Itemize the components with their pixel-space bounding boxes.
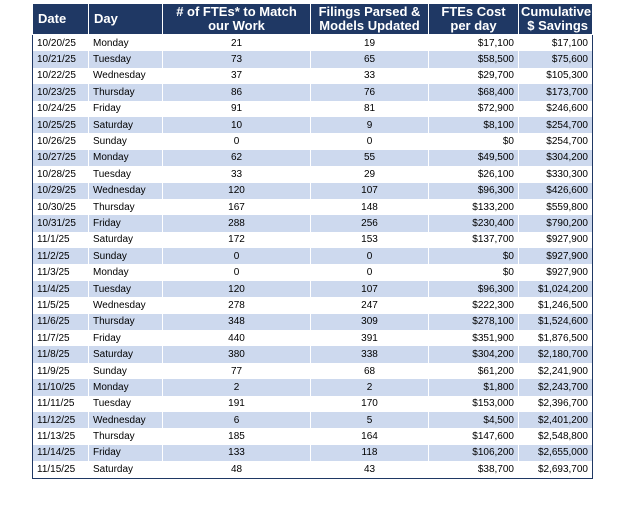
- ftes-cell: 48: [163, 461, 311, 478]
- ftes-cell: 0: [163, 133, 311, 149]
- cost-cell: $0: [429, 248, 519, 264]
- cumulative-cell: $927,900: [519, 248, 593, 264]
- cost-cell: $230,400: [429, 215, 519, 231]
- date-cell: 10/28/25: [33, 166, 89, 182]
- header-cost: FTEs Cost per day: [429, 4, 519, 35]
- cost-cell: $72,900: [429, 101, 519, 117]
- filings-cell: 9: [311, 117, 429, 133]
- date-cell: 11/13/25: [33, 428, 89, 444]
- date-cell: 10/23/25: [33, 84, 89, 100]
- table-row: [33, 84, 593, 100]
- filings-cell: 148: [311, 199, 429, 215]
- table-row: [33, 101, 593, 117]
- day-cell: Wednesday: [89, 68, 163, 84]
- date-cell: 10/20/25: [33, 35, 89, 52]
- filings-cell: 247: [311, 297, 429, 313]
- day-cell: Friday: [89, 101, 163, 117]
- cumulative-cell: $927,900: [519, 232, 593, 248]
- header-date: Date: [33, 4, 89, 35]
- ftes-cell: 10: [163, 117, 311, 133]
- ftes-cell: 185: [163, 428, 311, 444]
- filings-cell: 0: [311, 133, 429, 149]
- cumulative-cell: $2,243,700: [519, 379, 593, 395]
- date-cell: 11/9/25: [33, 363, 89, 379]
- ftes-cell: 0: [163, 264, 311, 280]
- cost-cell: $38,700: [429, 461, 519, 478]
- date-cell: 10/30/25: [33, 199, 89, 215]
- table-body: [33, 35, 593, 479]
- ftes-cell: 37: [163, 68, 311, 84]
- day-cell: Sunday: [89, 363, 163, 379]
- filings-cell: 338: [311, 346, 429, 362]
- cumulative-cell: $75,600: [519, 51, 593, 67]
- ftes-cell: 21: [163, 35, 311, 52]
- cost-cell: $17,100: [429, 35, 519, 52]
- table-row: [33, 445, 593, 461]
- date-cell: 10/26/25: [33, 133, 89, 149]
- filings-cell: 19: [311, 35, 429, 52]
- cost-cell: $304,200: [429, 346, 519, 362]
- date-cell: 11/7/25: [33, 330, 89, 346]
- day-cell: Saturday: [89, 346, 163, 362]
- cost-cell: $61,200: [429, 363, 519, 379]
- table-row: [33, 461, 593, 478]
- ftes-cell: 77: [163, 363, 311, 379]
- date-cell: 11/3/25: [33, 264, 89, 280]
- table-row: [33, 297, 593, 313]
- cumulative-cell: $2,401,200: [519, 412, 593, 428]
- table-row: [33, 281, 593, 297]
- date-cell: 10/31/25: [33, 215, 89, 231]
- table-row: [33, 330, 593, 346]
- cumulative-cell: $2,548,800: [519, 428, 593, 444]
- ftes-cell: 120: [163, 281, 311, 297]
- table-row: [33, 199, 593, 215]
- table-row: [33, 35, 593, 52]
- cumulative-cell: $2,396,700: [519, 396, 593, 412]
- date-cell: 11/10/25: [33, 379, 89, 395]
- date-cell: 11/14/25: [33, 445, 89, 461]
- cumulative-cell: $254,700: [519, 133, 593, 149]
- day-cell: Tuesday: [89, 281, 163, 297]
- cumulative-cell: $2,655,000: [519, 445, 593, 461]
- cumulative-cell: $17,100: [519, 35, 593, 52]
- ftes-cell: 6: [163, 412, 311, 428]
- filings-cell: 170: [311, 396, 429, 412]
- cost-cell: $68,400: [429, 84, 519, 100]
- day-cell: Saturday: [89, 232, 163, 248]
- date-cell: 11/6/25: [33, 314, 89, 330]
- table-header: [33, 4, 593, 35]
- cost-cell: $4,500: [429, 412, 519, 428]
- day-cell: Saturday: [89, 461, 163, 478]
- day-cell: Tuesday: [89, 166, 163, 182]
- table-row: [33, 314, 593, 330]
- date-cell: 11/1/25: [33, 232, 89, 248]
- date-cell: 11/15/25: [33, 461, 89, 478]
- cost-cell: $133,200: [429, 199, 519, 215]
- date-cell: 11/12/25: [33, 412, 89, 428]
- cumulative-cell: $426,600: [519, 183, 593, 199]
- day-cell: Tuesday: [89, 396, 163, 412]
- day-cell: Monday: [89, 35, 163, 52]
- ftes-cell: 33: [163, 166, 311, 182]
- table-row: [33, 51, 593, 67]
- day-cell: Thursday: [89, 428, 163, 444]
- filings-cell: 68: [311, 363, 429, 379]
- date-cell: 11/4/25: [33, 281, 89, 297]
- filings-cell: 65: [311, 51, 429, 67]
- ftes-cell: 133: [163, 445, 311, 461]
- date-cell: 10/21/25: [33, 51, 89, 67]
- cost-cell: $29,700: [429, 68, 519, 84]
- filings-cell: 164: [311, 428, 429, 444]
- cost-cell: $58,500: [429, 51, 519, 67]
- table-row: [33, 133, 593, 149]
- cumulative-cell: $173,700: [519, 84, 593, 100]
- cumulative-cell: $790,200: [519, 215, 593, 231]
- cost-cell: $351,900: [429, 330, 519, 346]
- table-row: [33, 264, 593, 280]
- day-cell: Monday: [89, 379, 163, 395]
- table-row: [33, 232, 593, 248]
- filings-cell: 2: [311, 379, 429, 395]
- table-row: [33, 379, 593, 395]
- day-cell: Thursday: [89, 314, 163, 330]
- day-cell: Wednesday: [89, 297, 163, 313]
- ftes-cell: 2: [163, 379, 311, 395]
- ftes-cell: 288: [163, 215, 311, 231]
- filings-cell: 29: [311, 166, 429, 182]
- cumulative-cell: $304,200: [519, 150, 593, 166]
- cost-cell: $0: [429, 264, 519, 280]
- filings-cell: 43: [311, 461, 429, 478]
- date-cell: 10/24/25: [33, 101, 89, 117]
- table-row: [33, 428, 593, 444]
- ftes-cell: 172: [163, 232, 311, 248]
- filings-cell: 118: [311, 445, 429, 461]
- cumulative-cell: $2,693,700: [519, 461, 593, 478]
- date-cell: 11/11/25: [33, 396, 89, 412]
- filings-cell: 391: [311, 330, 429, 346]
- header-filings: Filings Parsed & Models Updated: [311, 4, 429, 35]
- cumulative-cell: $1,024,200: [519, 281, 593, 297]
- ftes-cell: 191: [163, 396, 311, 412]
- ftes-cell: 86: [163, 84, 311, 100]
- ftes-cell: 120: [163, 183, 311, 199]
- cumulative-cell: $559,800: [519, 199, 593, 215]
- cumulative-cell: $1,246,500: [519, 297, 593, 313]
- table-row: [33, 248, 593, 264]
- day-cell: Monday: [89, 264, 163, 280]
- table-row: [33, 166, 593, 182]
- cost-cell: $8,100: [429, 117, 519, 133]
- cumulative-cell: $927,900: [519, 264, 593, 280]
- date-cell: 11/2/25: [33, 248, 89, 264]
- cost-cell: $49,500: [429, 150, 519, 166]
- filings-cell: 256: [311, 215, 429, 231]
- cost-cell: $96,300: [429, 281, 519, 297]
- cumulative-cell: $254,700: [519, 117, 593, 133]
- filings-cell: 76: [311, 84, 429, 100]
- filings-cell: 33: [311, 68, 429, 84]
- table-row: [33, 346, 593, 362]
- cumulative-cell: $330,300: [519, 166, 593, 182]
- date-cell: 11/8/25: [33, 346, 89, 362]
- cumulative-cell: $105,300: [519, 68, 593, 84]
- ftes-cell: 73: [163, 51, 311, 67]
- filings-cell: 5: [311, 412, 429, 428]
- day-cell: Tuesday: [89, 51, 163, 67]
- day-cell: Thursday: [89, 199, 163, 215]
- table-row: [33, 117, 593, 133]
- day-cell: Saturday: [89, 117, 163, 133]
- cost-cell: $96,300: [429, 183, 519, 199]
- table-row: [33, 412, 593, 428]
- ftes-cell: 167: [163, 199, 311, 215]
- day-cell: Sunday: [89, 133, 163, 149]
- day-cell: Thursday: [89, 84, 163, 100]
- day-cell: Friday: [89, 445, 163, 461]
- cost-cell: $106,200: [429, 445, 519, 461]
- cumulative-cell: $246,600: [519, 101, 593, 117]
- cumulative-cell: $1,524,600: [519, 314, 593, 330]
- ftes-cell: 278: [163, 297, 311, 313]
- ftes-cell: 440: [163, 330, 311, 346]
- date-cell: 10/22/25: [33, 68, 89, 84]
- day-cell: Sunday: [89, 248, 163, 264]
- cost-cell: $1,800: [429, 379, 519, 395]
- ftes-cell: 0: [163, 248, 311, 264]
- cost-cell: $137,700: [429, 232, 519, 248]
- cost-cell: $147,600: [429, 428, 519, 444]
- cumulative-cell: $2,241,900: [519, 363, 593, 379]
- cost-cell: $0: [429, 133, 519, 149]
- ftes-cell: 348: [163, 314, 311, 330]
- table-row: [33, 396, 593, 412]
- day-cell: Wednesday: [89, 183, 163, 199]
- date-cell: 11/5/25: [33, 297, 89, 313]
- filings-cell: 0: [311, 248, 429, 264]
- table-row: [33, 215, 593, 231]
- date-cell: 10/27/25: [33, 150, 89, 166]
- table-row: [33, 183, 593, 199]
- cumulative-cell: $2,180,700: [519, 346, 593, 362]
- filings-cell: 309: [311, 314, 429, 330]
- header-row: [33, 4, 593, 35]
- day-cell: Friday: [89, 330, 163, 346]
- filings-cell: 107: [311, 281, 429, 297]
- date-cell: 10/25/25: [33, 117, 89, 133]
- header-ftes: # of FTEs* to Match our Work: [163, 4, 311, 35]
- ftes-cell: 380: [163, 346, 311, 362]
- ftes-cell: 62: [163, 150, 311, 166]
- cumulative-cell: $1,876,500: [519, 330, 593, 346]
- filings-cell: 107: [311, 183, 429, 199]
- cost-cell: $222,300: [429, 297, 519, 313]
- cost-cell: $26,100: [429, 166, 519, 182]
- day-cell: Friday: [89, 215, 163, 231]
- table-row: [33, 68, 593, 84]
- table-row: [33, 150, 593, 166]
- filings-cell: 55: [311, 150, 429, 166]
- header-cumulative: Cumulative $ Savings: [519, 4, 593, 35]
- date-cell: 10/29/25: [33, 183, 89, 199]
- header-day: Day: [89, 4, 163, 35]
- filings-cell: 81: [311, 101, 429, 117]
- filings-cell: 0: [311, 264, 429, 280]
- savings-table: [32, 3, 593, 479]
- filings-cell: 153: [311, 232, 429, 248]
- day-cell: Wednesday: [89, 412, 163, 428]
- day-cell: Monday: [89, 150, 163, 166]
- table-row: [33, 363, 593, 379]
- ftes-cell: 91: [163, 101, 311, 117]
- cost-cell: $153,000: [429, 396, 519, 412]
- cost-cell: $278,100: [429, 314, 519, 330]
